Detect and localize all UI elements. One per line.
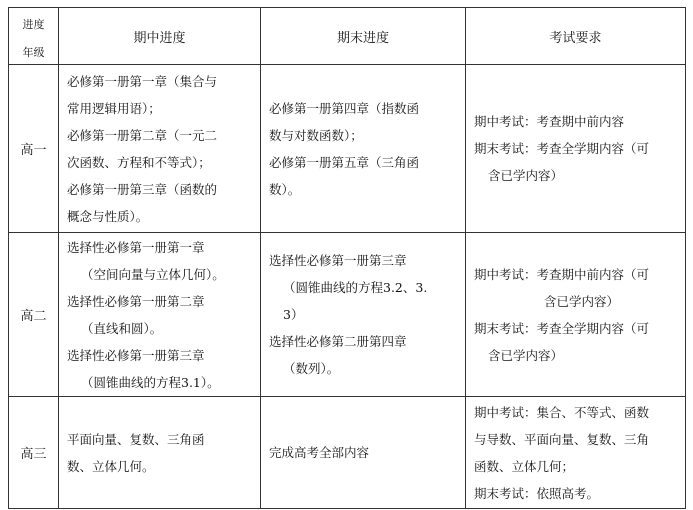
cell-line: 含已学内容） bbox=[544, 293, 620, 309]
cell-line: 概念与性质）。 bbox=[67, 208, 149, 224]
table-row bbox=[9, 397, 686, 509]
cell-line: 选择性必修第一册第二章 bbox=[67, 293, 205, 309]
cell-line: （直线和圆）。 bbox=[81, 320, 163, 336]
cell-line: （圆锥曲线的方程3.2、3. bbox=[283, 280, 428, 295]
cell-line: 次函数、方程和不等式）； bbox=[67, 154, 211, 170]
grade-cell: 高一 bbox=[9, 65, 59, 233]
grade-cell: 高三 bbox=[9, 397, 59, 509]
table-row bbox=[9, 233, 686, 397]
table-row bbox=[9, 65, 686, 233]
exam-header: 考试要求 bbox=[466, 8, 686, 65]
cell-line: 必修第一册第一章（集合与 bbox=[67, 73, 218, 89]
cell-line: 数与对数函数）； bbox=[269, 127, 363, 143]
corner-header bbox=[9, 8, 59, 65]
final-header: 期末进度 bbox=[261, 8, 466, 65]
cell-line: 必修第一册第四章（指数函 bbox=[269, 100, 420, 116]
final-cell bbox=[261, 397, 466, 509]
cell-line: 选择性必修第一册第三章 bbox=[67, 347, 205, 363]
midterm-cell bbox=[59, 65, 261, 233]
cell-line: 期中考试：考查期中前内容 bbox=[474, 114, 625, 129]
cell-line: 含已学内容） bbox=[488, 168, 564, 183]
cell-line: 含已学内容） bbox=[488, 347, 564, 363]
midterm-cell bbox=[59, 233, 261, 397]
cell-line: 期末考试：考查全学期内容（可 bbox=[474, 320, 650, 336]
cell-line: 期中考试：考查期中前内容（可 bbox=[474, 266, 650, 282]
grade-cell: 高二 bbox=[9, 233, 59, 397]
cell-line: 平面向量、复数、三角函 bbox=[67, 431, 205, 447]
cell-line: （数列）。 bbox=[283, 361, 340, 376]
corner-bottom-label: 年级 bbox=[22, 46, 45, 59]
cell-line: 期末考试：考查全学期内容（可 bbox=[474, 141, 650, 156]
exam-cell bbox=[466, 65, 686, 233]
final-cell bbox=[261, 233, 466, 397]
midterm-header: 期中进度 bbox=[59, 8, 261, 65]
corner-top-label: 进度 bbox=[22, 18, 45, 31]
cell-line: 选择性必修第二册第四章 bbox=[269, 334, 407, 349]
final-cell bbox=[261, 65, 466, 233]
header-row bbox=[9, 8, 686, 65]
midterm-cell bbox=[59, 397, 261, 509]
cell-line: （圆锥曲线的方程3.1）。 bbox=[81, 374, 220, 390]
cell-line: 选择性必修第一册第一章 bbox=[67, 239, 205, 255]
cell-line: 期末考试：依照高考。 bbox=[474, 485, 600, 501]
cell-line: 常用逻辑用语）； bbox=[67, 100, 161, 116]
exam-cell bbox=[466, 233, 686, 397]
cell-line: 完成高考全部内容 bbox=[269, 445, 370, 460]
cell-line: 数、立体几何。 bbox=[67, 458, 155, 474]
exam-cell bbox=[466, 397, 686, 509]
cell-line: 数）。 bbox=[269, 181, 301, 197]
cell-line: 必修第一册第三章（函数的 bbox=[67, 181, 218, 197]
cell-line: 函数、立体几何； bbox=[474, 458, 575, 474]
curriculum-table bbox=[8, 7, 686, 509]
cell-line: 期中考试：集合、不等式、函数 bbox=[474, 404, 650, 420]
cell-line: 与导数、平面向量、复数、三角 bbox=[474, 431, 650, 447]
cell-line: 必修第一册第五章（三角函 bbox=[269, 154, 420, 170]
cell-line: 必修第一册第二章（一元二 bbox=[67, 127, 218, 143]
cell-line: （空间向量与立体几何）。 bbox=[81, 266, 225, 282]
cell-line: 3） bbox=[283, 307, 304, 322]
cell-line: 选择性必修第一册第三章 bbox=[269, 253, 407, 268]
